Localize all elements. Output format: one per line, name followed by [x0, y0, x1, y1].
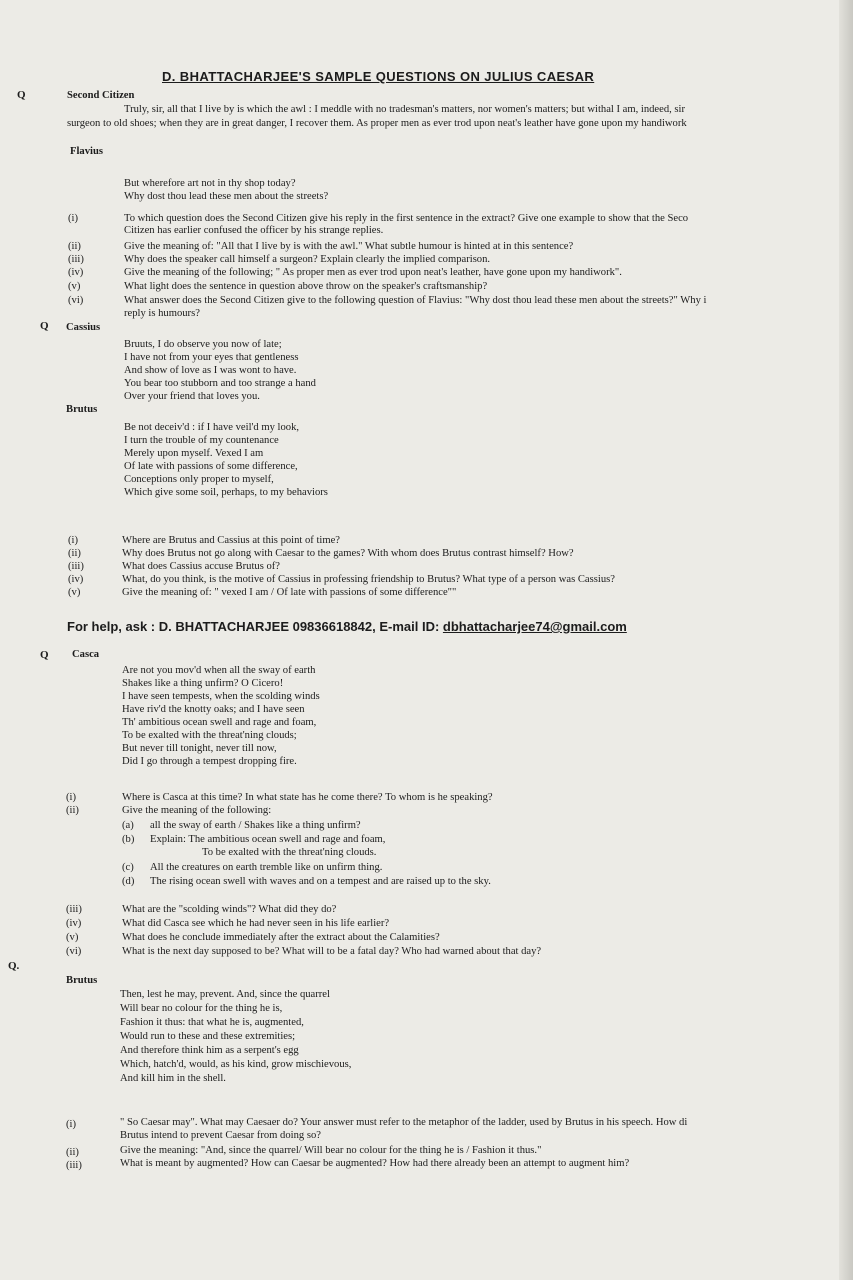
- verse-line: Shakes like a thing unfirm? O Cicero!: [122, 678, 284, 689]
- question-text: Give the meaning of the following; " As proper men as ever trod upon neat's leather, have gone upon my handiwork".: [124, 267, 622, 278]
- question-number: (v): [66, 932, 79, 943]
- question-number: (i): [68, 213, 78, 224]
- question-text: What does Cassius accuse Brutus of?: [122, 561, 280, 572]
- question-text: What is the next day supposed to be? What will to be a fatal day? Who had warned about that day?: [122, 946, 542, 957]
- verse-line: Conceptions only proper to myself,: [124, 474, 274, 485]
- verse-line: I have seen tempests, when the scolding winds: [122, 691, 320, 702]
- question-text: Where is Casca at this time? In what state has he come there? To whom is he speaking?: [122, 792, 493, 803]
- verse-line: Then, lest he may, prevent. And, since the quarrel: [120, 989, 330, 1000]
- question-marker-3: Q: [40, 649, 49, 661]
- question-text: Give the meaning of: " vexed I am / Of late with passions of some difference"": [122, 587, 457, 598]
- verse-line: And therefore think him as a serpent's egg: [120, 1045, 299, 1056]
- question-text: Where are Brutus and Cassius at this point of time?: [122, 535, 341, 546]
- sub-question-number: (b): [122, 834, 135, 845]
- sub-question-text: The rising ocean swell with waves and on a tempest and are raised up to the sky.: [150, 876, 491, 887]
- question-number: (ii): [66, 1147, 79, 1158]
- verse-line: Have riv'd the knotty oaks; and I have seen: [122, 704, 305, 715]
- question-text: What answer does the Second Citizen give to the following question of Flavius: "Why dost thou lead these men about the streets?" Why i: [124, 295, 707, 306]
- speaker-second-citizen: Second Citizen: [67, 90, 135, 101]
- question-text: " So Caesar may". What may Caesaer do? Your answer must refer to the metaphor of the ladder, used by Brutus in his speech. How di: [120, 1117, 688, 1128]
- prose-line: Truly, sir, all that I live by is which the awl : I meddle with no tradesman's matters, nor women's matters; but withal I am, indeed, sir: [124, 104, 686, 115]
- question-number: (iv): [66, 918, 82, 929]
- question-number: (vi): [66, 946, 82, 957]
- question-number: (iii): [66, 904, 82, 915]
- verse-line: Why dost thou lead these men about the streets?: [124, 191, 329, 202]
- verse-line: I have not from your eyes that gentleness: [124, 352, 299, 363]
- verse-line: Merely upon myself. Vexed I am: [124, 448, 264, 459]
- sub-question-text: All the creatures on earth tremble like on unfirm thing.: [150, 862, 383, 873]
- question-number: (iii): [66, 1160, 82, 1171]
- question-number: (iii): [68, 254, 84, 265]
- page-title: D. BHATTACHARJEE'S SAMPLE QUESTIONS ON JULIUS CAESAR: [162, 69, 595, 84]
- question-marker-2: Q: [40, 320, 49, 332]
- question-number: (ii): [66, 805, 79, 816]
- question-text: To which question does the Second Citizen give his reply in the first sentence in the extract? Give one example to show that the Seco: [124, 213, 689, 224]
- question-number: (i): [66, 1119, 76, 1130]
- question-number: (iv): [68, 574, 84, 585]
- question-number: (ii): [68, 548, 81, 559]
- prose-line: surgeon to old shoes; when they are in great danger, I recover them. As proper men as ever trod upon neat's leather have gone upon my handiwork: [67, 118, 687, 129]
- sub-question-text: Explain: The ambitious ocean swell and rage and foam,: [150, 834, 386, 845]
- verse-line: And kill him in the shell.: [120, 1073, 226, 1084]
- speaker-flavius: Flavius: [70, 146, 103, 157]
- question-text: Give the meaning: "And, since the quarrel/ Will bear no colour for the thing he is / Fashion it thus.": [120, 1145, 542, 1156]
- verse-line: Of late with passions of some difference,: [124, 461, 298, 472]
- question-number: (i): [66, 792, 76, 803]
- speaker-brutus: Brutus: [66, 404, 98, 415]
- speaker-brutus: Brutus: [66, 975, 98, 986]
- contact-text: For help, ask : D. BHATTACHARJEE 09836618842, E-mail ID:: [67, 619, 443, 634]
- question-text: What does he conclude immediately after the extract about the Calamities?: [122, 932, 440, 943]
- question-text: Give the meaning of: "All that I live by is with the awl." What subtle humour is hinted at in this sentence?: [124, 241, 574, 252]
- question-text: What is meant by augmented? How can Caesar be augmented? How had there already been an attempt to augment him?: [120, 1158, 630, 1169]
- page-edge-shadow: [839, 0, 853, 1280]
- question-text: Why does the speaker call himself a surgeon? Explain clearly the implied comparison.: [124, 254, 491, 265]
- question-number: (iii): [68, 561, 84, 572]
- speaker-casca: Casca: [72, 649, 100, 660]
- question-number: (iv): [68, 267, 84, 278]
- question-number: (v): [68, 587, 81, 598]
- verse-line: Would run to these and these extremities;: [120, 1031, 296, 1042]
- question-marker-4: Q.: [8, 960, 20, 972]
- sub-question-number: (d): [122, 876, 135, 887]
- verse-line: Fashion it thus: that what he is, augmented,: [120, 1017, 304, 1028]
- question-marker-1: Q: [17, 89, 26, 101]
- sub-question-number: (c): [122, 862, 134, 873]
- verse-line: Be not deceiv'd : if I have veil'd my look,: [124, 422, 300, 433]
- verse-line: Did I go through a tempest dropping fire.: [122, 756, 297, 767]
- question-number: (i): [68, 535, 78, 546]
- question-number: (ii): [68, 241, 81, 252]
- question-text: What are the "scolding winds"? What did they do?: [122, 904, 337, 915]
- question-text: Brutus intend to prevent Caesar from doing so?: [120, 1130, 321, 1141]
- verse-line: Are not you mov'd when all the sway of earth: [122, 665, 316, 676]
- contact-line: [67, 619, 627, 634]
- question-text: Citizen has earlier confused the officer by his strange replies.: [124, 225, 384, 236]
- verse-line: Bruuts, I do observe you now of late;: [124, 339, 282, 350]
- question-text: Why does Brutus not go along with Caesar to the games? With whom does Brutus contrast himself? How?: [122, 548, 574, 559]
- verse-line: Which, hatch'd, would, as his kind, grow mischievous,: [120, 1059, 352, 1070]
- verse-line: Will bear no colour for the thing he is,: [120, 1003, 283, 1014]
- question-number: (vi): [68, 295, 84, 306]
- sub-question-text: all the sway of earth / Shakes like a thing unfirm?: [150, 820, 361, 831]
- question-text: What light does the sentence in question above throw on the speaker's craftsmanship?: [124, 281, 488, 292]
- speaker-cassius: Cassius: [66, 322, 101, 333]
- question-text: reply is humours?: [124, 308, 200, 319]
- verse-line: But wherefore art not in thy shop today?: [124, 178, 296, 189]
- verse-line: Over your friend that loves you.: [124, 391, 260, 402]
- email-link[interactable]: dbhattacharjee74@gmail.com: [442, 619, 627, 634]
- verse-line: But never till tonight, never till now,: [122, 743, 277, 754]
- verse-line: To be exalted with the threat'ning clouds;: [122, 730, 297, 741]
- verse-line: And show of love as I was wont to have.: [124, 365, 297, 376]
- question-number: (v): [68, 281, 81, 292]
- verse-line: I turn the trouble of my countenance: [124, 435, 279, 446]
- question-text: Give the meaning of the following:: [122, 805, 272, 816]
- verse-line: You bear too stubborn and too strange a hand: [124, 378, 316, 389]
- question-text: What did Casca see which he had never seen in his life earlier?: [122, 918, 390, 929]
- verse-line: Which give some soil, perhaps, to my behaviors: [124, 487, 328, 498]
- sub-question-text: To be exalted with the threat'ning clouds.: [202, 847, 377, 858]
- sub-question-number: (a): [122, 820, 134, 831]
- verse-line: Th' ambitious ocean swell and rage and foam,: [122, 717, 317, 728]
- question-text: What, do you think, is the motive of Cassius in professing friendship to Brutus? What type of a person was Cassius?: [122, 574, 615, 585]
